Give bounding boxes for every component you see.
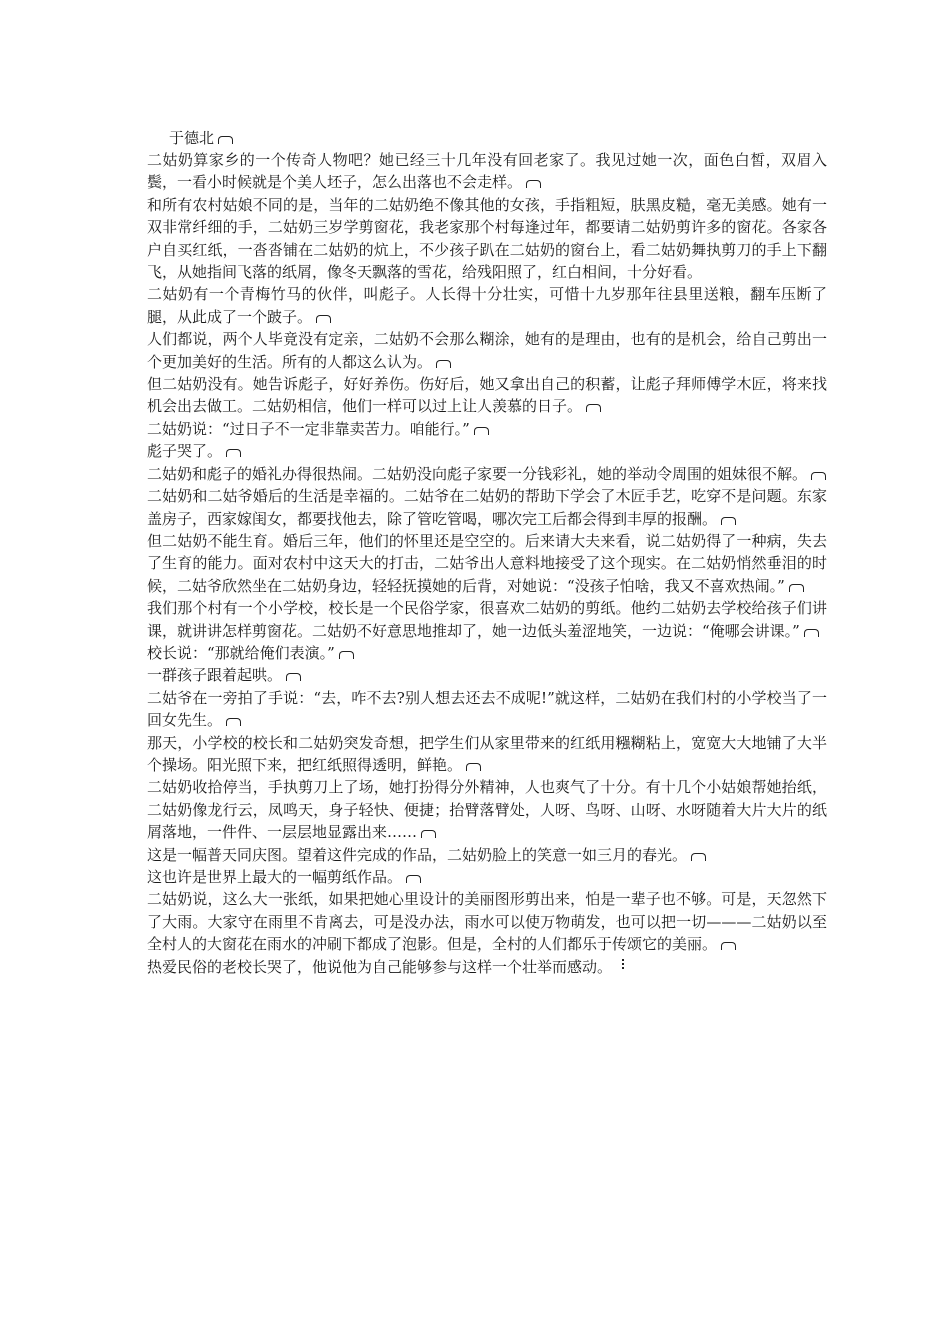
paragraph-13: 一群孩子跟着起哄。 xyxy=(147,664,827,686)
paragraph-11: 我们那个村有一个小学校，校长是一个民俗学家，很喜欢二姑奶的剪纸。他约二姑奶去学校给孩子们讲课，就讲讲怎样剪窗花。二姑奶不好意思地推却了，她一边低头羞涩地笑，一边说：“俺哪会讲课。” xyxy=(147,599,827,640)
paragraph-3: 二姑奶有一个青梅竹马的伙伴，叫彪子。人长得十分壮实，可惜十九岁那年往县里送粮，翻车压断了腿，从此成了一个跛子。 xyxy=(147,285,827,326)
document-page xyxy=(147,127,827,978)
paragraph-mark-icon xyxy=(721,942,736,950)
paragraph-mark-icon xyxy=(811,472,826,480)
paragraph-6: 二姑奶说：“过日子不一定非靠卖苦力。咱能行。” xyxy=(147,418,827,440)
paragraph-mark-icon xyxy=(466,763,481,771)
paragraph-mark-icon xyxy=(226,718,241,726)
paragraph-mark-icon xyxy=(526,180,541,188)
paragraph-mark-icon xyxy=(406,875,421,883)
paragraph-mark-icon xyxy=(316,315,331,323)
paragraph-7: 彪子哭了。 xyxy=(147,440,827,462)
paragraph-20: 热爱民俗的老校长哭了，他说他为自己能够参与这样一个壮举而感动。 xyxy=(147,956,827,978)
paragraph-mark-icon xyxy=(586,404,601,412)
paragraph-5: 但二姑奶没有。她告诉彪子，好好养伤。伤好后，她又拿出自己的积蓄，让彪子拜师傅学木匠，将来找机会出去做工。二姑奶相信，他们一样可以过上让人羡慕的日子。 xyxy=(147,375,827,416)
paragraph-8: 二姑奶和彪子的婚礼办得很热闹。二姑奶没向彪子家要一分钱彩礼，她的举动令周围的姐妹很不解。 xyxy=(147,463,827,485)
dots-mark-icon xyxy=(622,957,625,971)
paragraph-17: 这是一幅普天同庆图。望着这件完成的作品，二姑奶脸上的笑意一如三月的春光。 xyxy=(147,844,827,866)
paragraph-mark-icon xyxy=(436,360,451,368)
paragraph-19: 二姑奶说，这么大一张纸，如果把她心里设计的美丽图形剪出来，怕是一辈子也不够。可是，天忽然下了大雨。大家守在雨里不肯离去，可是没办法，雨水可以使万物萌发，也可以把一切———二姑奶以至全村人的大窗花在雨水的冲刷下都成了泡影。但是，全村的人们都乐于传颂它的美丽。 xyxy=(147,890,827,954)
paragraph-mark-icon xyxy=(286,673,301,681)
paragraph-mark-icon xyxy=(721,517,736,525)
paragraph-2: 和所有农村姑娘不同的是，当年的二姑奶绝不像其他的女孩，手指粗短，肤黑皮糙，毫无美感。她有一双非常纤细的手，二姑奶三岁学剪窗花，我老家那个村每逢过年，都要请二姑奶剪许多的窗花。各家各户自买红纸，一沓沓铺在二姑奶的炕上，不少孩子趴在二姑奶的窗台上，看二姑奶舞执剪刀的手上下翻飞，从她指间飞落的纸屑，像冬天飘落的雪花，给残阳照了，红白相间，十分好看。 xyxy=(147,195,827,282)
paragraph-15: 那天，小学校的校长和二姑奶突发奇想，把学生们从家里带来的红纸用糨糊粘上，宽宽大大地铺了大半个操场。阳光照下来，把红纸照得透明，鲜艳。 xyxy=(147,733,827,774)
paragraph-mark-icon xyxy=(421,830,436,838)
paragraph-mark-icon xyxy=(218,136,233,144)
paragraph-mark-icon xyxy=(339,651,354,659)
author-line xyxy=(147,127,827,149)
paragraph-mark-icon xyxy=(804,629,819,637)
paragraph-10: 但二姑奶不能生育。婚后三年，他们的怀里还是空空的。后来请大夫来看，说二姑奶得了一种病，失去了生育的能力。面对农村中这天大的打击，二姑爷出人意料地接受了这个现实。在二姑奶悄然垂泪的时候，二姑爷欣然坐在二姑奶身边，轻轻抚摸她的后背，对她说：“没孩子怕啥，我又不喜欢热闹。” xyxy=(147,531,827,595)
paragraph-14: 二姑爷在一旁拍了手说：“去，咋不去?别人想去还去不成呢!”就这样，二姑奶在我们村的小学校当了一回女先生。 xyxy=(147,688,827,730)
paragraph-1: 二姑奶算家乡的一个传奇人物吧？她已经三十几年没有回老家了。我见过她一次，面色白皙，双眉入鬓，一看小时候就是个美人坯子，怎么出落也不会走样。 xyxy=(147,151,827,192)
paragraph-mark-icon xyxy=(691,853,706,861)
paragraph-9: 二姑奶和二姑爷婚后的生活是幸福的。二姑爷在二姑奶的帮助下学会了木匠手艺，吃穿不是问题。东家盖房子，西家嫁闺女，都要找他去，除了管吃管喝，哪次完工后都会得到丰厚的报酬。 xyxy=(147,487,827,528)
paragraph-mark-icon xyxy=(789,584,804,592)
paragraph-12: 校长说：“那就给俺们表演。” xyxy=(147,642,827,664)
paragraph-4: 人们都说，两个人毕竟没有定亲，二姑奶不会那么糊涂，她有的是理由，也有的是机会，给自己剪出一个更加美好的生活。所有的人都这么认为。 xyxy=(147,330,827,371)
paragraph-16: 二姑奶收拾停当，手执剪刀上了场，她打扮得分外精神，人也爽气了十分。有十几个小姑娘帮她抬纸，二姑奶像龙行云，凤鸣天，身子轻快、便捷；抬臂落臂处，人呀、鸟呀、山呀、水呀随着大片大片的纸屑落地，一件件、一层层地显露出来…… xyxy=(147,778,827,842)
paragraph-18: 这也许是世界上最大的一幅剪纸作品。 xyxy=(147,866,827,888)
paragraph-mark-icon xyxy=(474,427,489,435)
paragraph-mark-icon xyxy=(226,449,241,457)
author-name: 于德北 xyxy=(169,129,215,147)
